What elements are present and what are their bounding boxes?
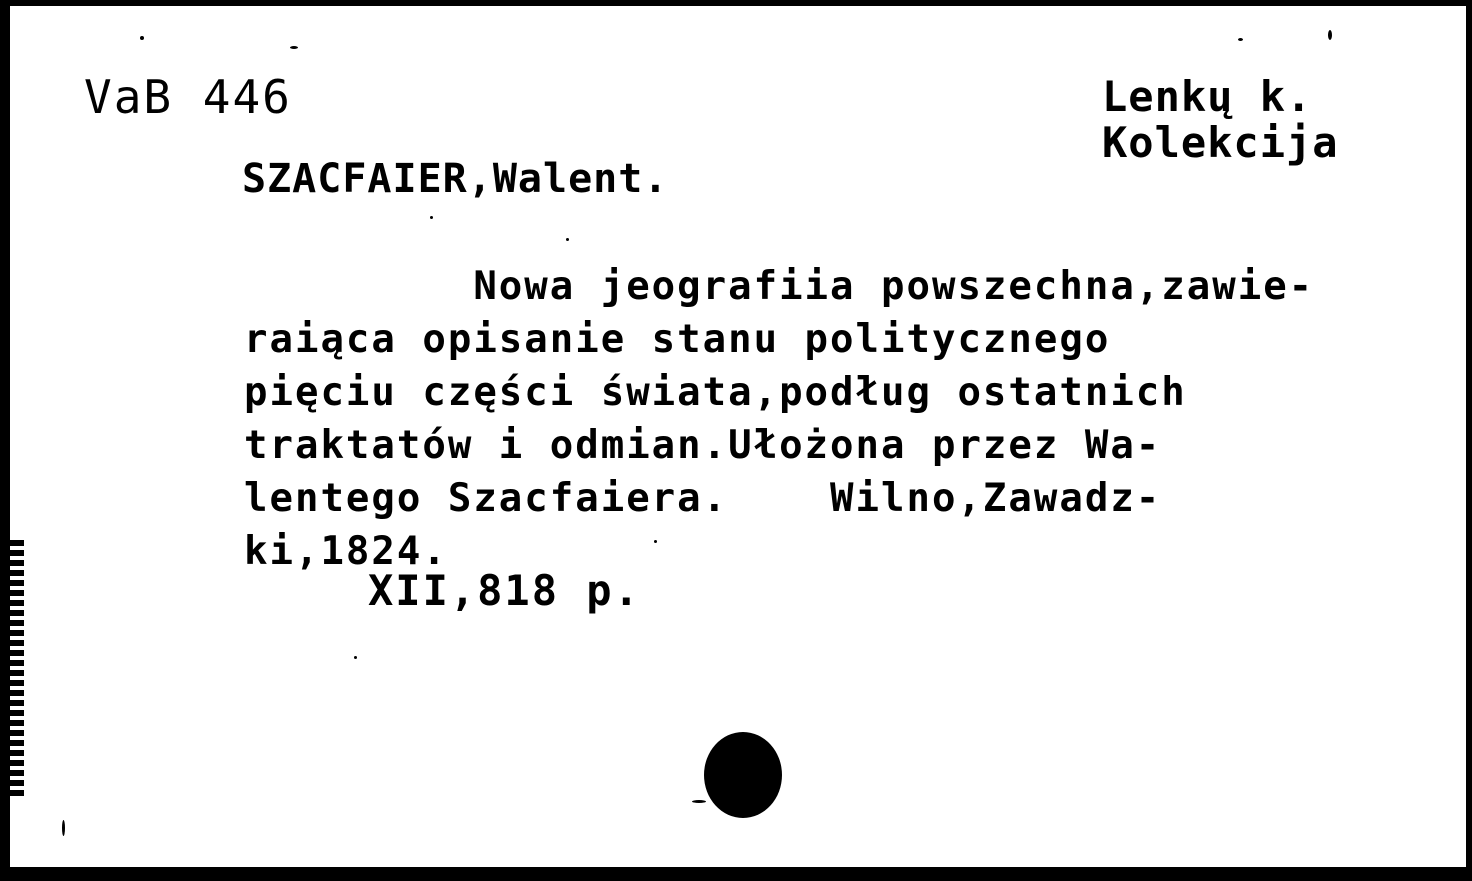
call-number: VaB 446 bbox=[84, 70, 292, 124]
scan-border-left bbox=[0, 0, 10, 881]
scan-speck bbox=[692, 800, 706, 803]
scan-speck bbox=[140, 36, 144, 40]
title-line: ki,1824. bbox=[244, 529, 448, 574]
title-line: Nowa jeografiia powszechna,zawie- bbox=[244, 264, 1315, 309]
collection-line-2: Kolekcija bbox=[1102, 118, 1339, 167]
scan-border-bottom bbox=[0, 867, 1472, 881]
collection-line-1: Lenkų k. bbox=[1102, 72, 1313, 121]
title-description bbox=[244, 260, 1314, 578]
title-line: lentego Szacfaiera. Wilno,Zawadz- bbox=[244, 476, 1162, 521]
scan-speck bbox=[1328, 30, 1332, 40]
author-heading: SZACFAIER,Walent. bbox=[242, 156, 669, 202]
title-line: raiąca opisanie stanu politycznego bbox=[244, 317, 1111, 362]
title-line: pięciu części świata,podług ostatnich bbox=[244, 370, 1187, 415]
scan-border-right bbox=[1466, 0, 1472, 881]
scan-speck bbox=[62, 820, 65, 836]
collection-label bbox=[1102, 74, 1339, 166]
scan-speck bbox=[566, 238, 569, 241]
pagination: XII,818 p. bbox=[368, 566, 641, 615]
punch-hole bbox=[704, 732, 782, 818]
scan-edge-strip bbox=[10, 540, 24, 800]
scan-border-top bbox=[0, 0, 1472, 6]
scan-speck bbox=[430, 216, 433, 219]
scan-speck bbox=[354, 656, 357, 659]
title-line: traktatów i odmian.Ułożona przez Wa- bbox=[244, 423, 1162, 468]
scan-speck bbox=[290, 46, 298, 49]
scan-speck bbox=[654, 540, 657, 543]
scan-speck bbox=[1238, 38, 1243, 41]
